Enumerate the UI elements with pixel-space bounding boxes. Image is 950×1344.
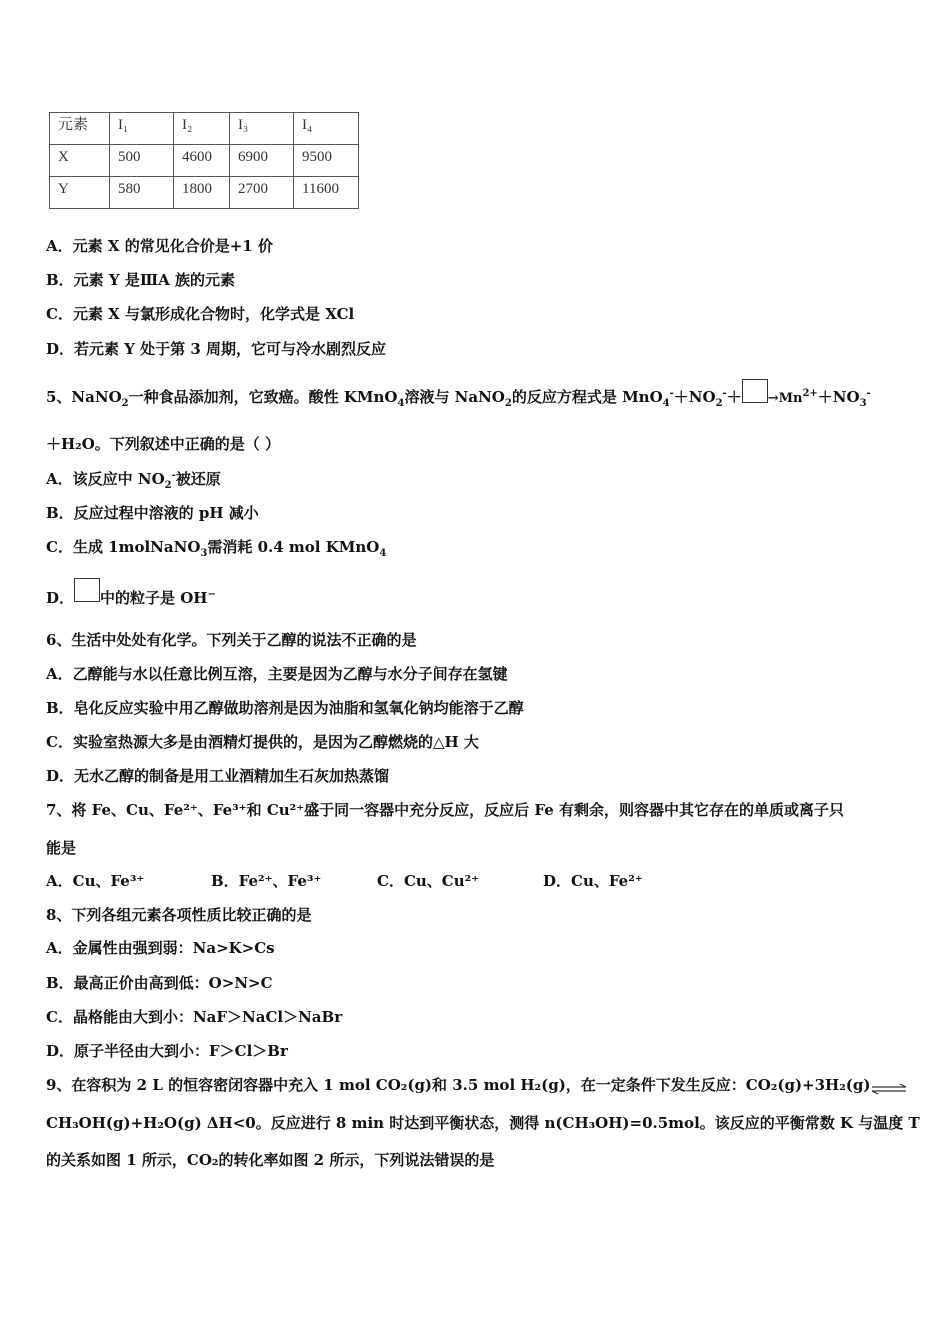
q7-stem-line2: 能是	[46, 839, 77, 857]
q5-stem-part: →Mn	[767, 391, 803, 406]
q6-stem: 6、生活中处处有化学。下列关于乙醇的说法不正确的是	[46, 631, 417, 649]
q7-option-a: A．Cu、Fe³⁺	[46, 872, 145, 890]
table-row	[50, 145, 359, 177]
q8-option-c: C．晶格能由大到小：NaF＞NaCl＞NaBr	[46, 1008, 343, 1026]
table-header-cell: I₃	[230, 113, 294, 145]
table-cell: 2700	[230, 177, 294, 209]
q5-option-d-label: D．	[46, 589, 75, 607]
q4-option-a: A．元素 X 的常见化合价是+1 价	[46, 237, 273, 255]
q5-option-c-text: C．生成 1molNaNO	[46, 538, 201, 556]
q8-stem: 8、下列各组元素各项性质比较正确的是	[46, 906, 312, 924]
q5-stem-part: 的反应方程式是 MnO	[511, 388, 663, 406]
q8-option-a: A．金属性由强到弱：Na>K>Cs	[46, 939, 275, 957]
q7-option-d: D．Cu、Fe²⁺	[543, 872, 643, 890]
table-cell: X	[50, 145, 110, 177]
q9-stem-line1: 9、在容积为 2 L 的恒容密闭容器中充入 1 mol CO₂(g)和 3.5 mol H₂(g)，在一定条件下发生反应：CO₂(g)+3H₂(g)	[46, 1076, 871, 1094]
q9-stem	[46, 1075, 908, 1095]
table-cell: Y	[50, 177, 110, 209]
q5-stem-part: 溶液与 NaNO	[404, 388, 505, 406]
q9-stem-line2: CH₃OH(g)+H₂O(g) ΔH<0。反应进行 8 min 时达到平衡状态，测得 n(CH₃OH)=0.5mol。该反应的平衡常数 K 与温度 T	[46, 1114, 920, 1132]
q9-stem-line3: 的关系如图 1 所示，CO₂的转化率如图 2 所示，下列说法错误的是	[46, 1151, 495, 1169]
blank-box-icon	[74, 578, 100, 602]
q5-option-c: C．生成 1molNaNO$_3$需消耗 0.4 mol KMnO$_4$	[46, 538, 387, 559]
q5-stem-part: ＋NO	[673, 388, 716, 406]
q5-stem-part: 5、NaNO	[46, 388, 122, 406]
q5-option-c-text2: 需消耗 0.4 mol KMnO	[207, 538, 380, 556]
table-row	[50, 177, 359, 209]
q5-option-a-text: A．该反应中 NO	[46, 470, 165, 488]
q5-option-a-text2: 被还原	[175, 470, 221, 488]
q5-option-d-text: 中的粒子是 OH	[100, 589, 208, 607]
q6-option-d: D．无水乙醇的制备是用工业酒精加生石灰加热蒸馏	[46, 767, 390, 785]
q6-option-b: B．皂化反应实验中用乙醇做助溶剂是因为油脂和氢氧化钠均能溶于乙醇	[46, 699, 524, 717]
table-cell: 4600	[174, 145, 230, 177]
table-cell: 500	[110, 145, 174, 177]
table-header-row	[50, 113, 359, 145]
q5-stem-part: ＋NO	[817, 388, 860, 406]
q7-option-c: C．Cu、Cu²⁺	[377, 872, 480, 890]
q5-stem-part: ＋	[726, 388, 742, 406]
q5-option-b: B．反应过程中溶液的 pH 减小	[46, 504, 259, 522]
blank-box-icon	[742, 379, 768, 403]
q7-option-b: B．Fe²⁺、Fe³⁺	[211, 872, 322, 890]
table-header-cell: I₁	[110, 113, 174, 145]
q8-option-d: D．原子半径由大到小：F＞Cl＞Br	[46, 1042, 288, 1060]
ionization-energy-table	[49, 112, 359, 209]
table-cell: 1800	[174, 177, 230, 209]
table-header-cell: 元素	[50, 113, 110, 145]
q5-option-d: D． 中的粒子是 OH−	[46, 584, 216, 608]
q6-option-c: C．实验室热源大多是由酒精灯提供的，是因为乙醇燃烧的△H 大	[46, 733, 479, 751]
equilibrium-arrow-icon	[870, 1080, 908, 1092]
table-header-cell: I₂	[174, 113, 230, 145]
table-cell: 9500	[294, 145, 359, 177]
q5-stem-line2: ＋H₂O。下列叙述中正确的是（ ）	[46, 435, 281, 453]
table-cell: 11600	[294, 177, 359, 209]
q5-stem-part: 一种食品添加剂，它致癌。酸性 KMnO	[128, 388, 398, 406]
table-cell: 580	[110, 177, 174, 209]
table-header-cell: I₄	[294, 113, 359, 145]
q5-stem: 5、NaNO$_2$一种食品添加剂，它致癌。酸性 KMnO$_4$溶液与 NaNO$_2$的反应方程式是 $MnO_4^-+NO_2^-+ \to Mn^{2+}+NO_3^-$	[46, 385, 871, 409]
q8-option-b: B．最高正价由高到低：O>N>C	[46, 974, 273, 992]
q4-option-b: B．元素 Y 是ⅢA 族的元素	[46, 271, 235, 289]
q4-option-c: C．元素 X 与氯形成化合物时，化学式是 XCl	[46, 305, 355, 323]
q6-option-a: A．乙醇能与水以任意比例互溶，主要是因为乙醇与水分子间存在氢键	[46, 665, 508, 683]
q5-option-a: A．该反应中 $NO_2^-$被还原	[46, 470, 221, 491]
q7-stem: 7、将 Fe、Cu、Fe²⁺、Fe³⁺和 Cu²⁺盛于同一容器中充分反应，反应后 Fe 有剩余，则容器中其它存在的单质或离子只	[46, 801, 844, 819]
q4-option-d: D．若元素 Y 处于第 3 周期，它可与冷水剧烈反应	[46, 340, 387, 358]
table-cell: 6900	[230, 145, 294, 177]
